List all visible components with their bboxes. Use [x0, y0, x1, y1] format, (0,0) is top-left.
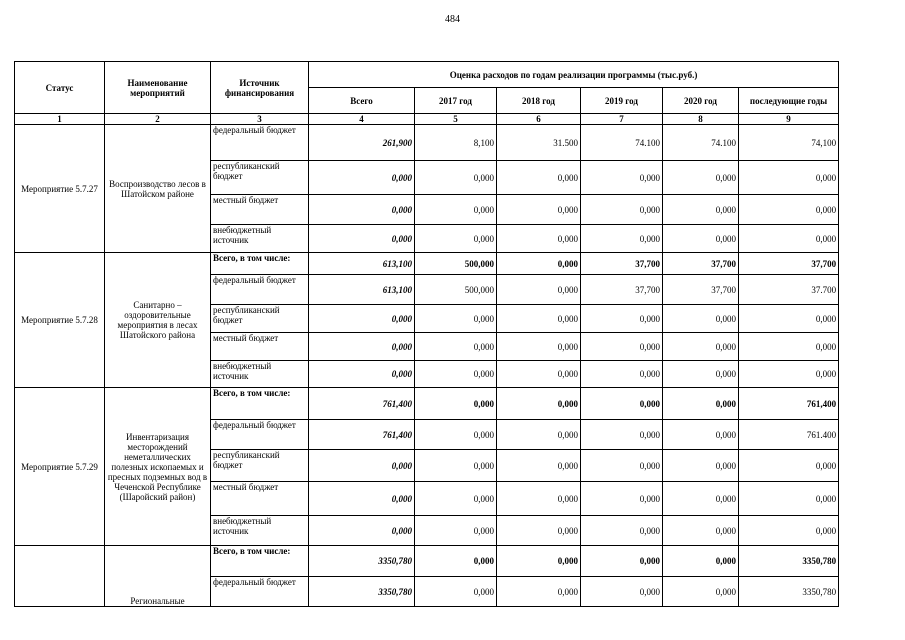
header-estimate: Оценка расходов по годам реализации программы (тыс.руб.)	[309, 62, 839, 88]
value-cell: 0,000	[663, 225, 739, 253]
value-cell: 0,000	[581, 333, 663, 361]
value-cell: 0,000	[739, 482, 839, 516]
source-cell: Всего, в том числе:	[211, 388, 309, 420]
value-cell: 0,000	[663, 546, 739, 577]
total-cell: 761,400	[309, 388, 415, 420]
value-cell: 0,000	[581, 450, 663, 482]
source-cell: внебюджетный источник	[211, 361, 309, 388]
activity-name-cell: Воспроизводство лесов в Шатойском районе	[105, 125, 211, 253]
total-cell: 613,100	[309, 253, 415, 275]
value-cell: 0,000	[497, 577, 581, 607]
col-num: 6	[497, 114, 581, 125]
header-status: Статус	[15, 62, 105, 114]
value-cell: 37,700	[663, 253, 739, 275]
value-cell: 0,000	[497, 161, 581, 195]
value-cell: 74,100	[739, 125, 839, 161]
total-cell: 0,000	[309, 333, 415, 361]
value-cell: 3350,780	[739, 577, 839, 607]
value-cell: 0,000	[581, 225, 663, 253]
value-cell: 500,000	[415, 275, 497, 305]
status-cell: Мероприятие 5.7.28	[15, 253, 105, 388]
value-cell: 37,700	[739, 253, 839, 275]
value-cell: 0,000	[497, 361, 581, 388]
status-cell: Мероприятие 5.7.29	[15, 388, 105, 546]
value-cell: 0,000	[497, 516, 581, 546]
value-cell: 37.700	[739, 275, 839, 305]
value-cell: 37,700	[581, 253, 663, 275]
total-cell: 3350,780	[309, 577, 415, 607]
value-cell: 0,000	[415, 577, 497, 607]
col-num: 1	[15, 114, 105, 125]
table-body	[15, 125, 839, 607]
activity-name-cell: Региональные	[105, 546, 211, 607]
value-cell: 0,000	[497, 275, 581, 305]
value-cell: 0,000	[497, 450, 581, 482]
value-cell: 8,100	[415, 125, 497, 161]
value-cell: 0,000	[739, 161, 839, 195]
col-num: 9	[739, 114, 839, 125]
source-cell: местный бюджет	[211, 482, 309, 516]
value-cell: 0,000	[739, 225, 839, 253]
value-cell: 0,000	[581, 361, 663, 388]
source-cell: внебюджетный источник	[211, 516, 309, 546]
value-cell: 0,000	[497, 305, 581, 333]
value-cell: 0,000	[415, 482, 497, 516]
value-cell: 37,700	[581, 275, 663, 305]
value-cell: 74.100	[581, 125, 663, 161]
value-cell: 0,000	[663, 482, 739, 516]
value-cell: 0,000	[581, 305, 663, 333]
col-num: 4	[309, 114, 415, 125]
value-cell: 0,000	[581, 195, 663, 225]
value-cell: 0,000	[415, 361, 497, 388]
header-later: последующие годы	[739, 88, 839, 114]
source-cell: местный бюджет	[211, 333, 309, 361]
total-cell: 0,000	[309, 225, 415, 253]
value-cell: 0,000	[663, 388, 739, 420]
value-cell: 0,000	[415, 195, 497, 225]
status-cell: Мероприятие 5.7.27	[15, 125, 105, 253]
header-2018: 2018 год	[497, 88, 581, 114]
source-cell: федеральный бюджет	[211, 125, 309, 161]
activity-name-cell: Санитарно – оздоровительные мероприятия в лесах Шатойского района	[105, 253, 211, 388]
value-cell: 74.100	[663, 125, 739, 161]
source-cell: федеральный бюджет	[211, 275, 309, 305]
header-total: Всего	[309, 88, 415, 114]
value-cell: 0,000	[497, 195, 581, 225]
source-cell: федеральный бюджет	[211, 577, 309, 607]
value-cell: 0,000	[415, 388, 497, 420]
value-cell: 0,000	[739, 516, 839, 546]
header-2020: 2020 год	[663, 88, 739, 114]
value-cell: 0,000	[663, 516, 739, 546]
column-numbers-row	[15, 114, 839, 125]
value-cell: 0,000	[581, 482, 663, 516]
source-cell: внебюджетный источник	[211, 225, 309, 253]
value-cell: 0,000	[739, 195, 839, 225]
total-cell: 0,000	[309, 482, 415, 516]
source-cell: республиканский бюджет	[211, 161, 309, 195]
value-cell: 500,000	[415, 253, 497, 275]
value-cell: 0,000	[663, 577, 739, 607]
total-cell: 761,400	[309, 420, 415, 450]
col-num: 5	[415, 114, 497, 125]
source-cell: Всего, в том числе:	[211, 546, 309, 577]
value-cell: 0,000	[581, 516, 663, 546]
total-cell: 0,000	[309, 195, 415, 225]
source-cell: Всего, в том числе:	[211, 253, 309, 275]
col-num: 3	[211, 114, 309, 125]
value-cell: 0,000	[497, 482, 581, 516]
value-cell: 0,000	[581, 161, 663, 195]
total-cell: 0,000	[309, 361, 415, 388]
value-cell: 0,000	[581, 577, 663, 607]
header-name: Наименование мероприятий	[105, 62, 211, 114]
value-cell: 0,000	[415, 225, 497, 253]
header-2019: 2019 год	[581, 88, 663, 114]
source-cell: республиканский бюджет	[211, 450, 309, 482]
value-cell: 0,000	[415, 516, 497, 546]
value-cell: 761,400	[739, 388, 839, 420]
table-row	[15, 546, 839, 577]
value-cell: 0,000	[739, 450, 839, 482]
value-cell: 0,000	[739, 333, 839, 361]
value-cell: 0,000	[663, 420, 739, 450]
total-cell: 3350,780	[309, 546, 415, 577]
col-num: 2	[105, 114, 211, 125]
value-cell: 0,000	[415, 161, 497, 195]
value-cell: 0,000	[663, 333, 739, 361]
value-cell: 0,000	[581, 420, 663, 450]
table-row	[15, 253, 839, 275]
total-cell: 613,100	[309, 275, 415, 305]
source-cell: местный бюджет	[211, 195, 309, 225]
source-cell: республиканский бюджет	[211, 305, 309, 333]
value-cell: 0,000	[497, 333, 581, 361]
value-cell: 0,000	[581, 388, 663, 420]
table-row	[15, 125, 839, 161]
value-cell: 37,700	[663, 275, 739, 305]
table-row	[15, 388, 839, 420]
header-2017: 2017 год	[415, 88, 497, 114]
header-source: Источник финансирования	[211, 62, 309, 114]
value-cell: 0,000	[663, 305, 739, 333]
value-cell: 0,000	[415, 450, 497, 482]
value-cell: 0,000	[497, 546, 581, 577]
activity-name-cell: Инвентаризация месторождений неметаллических полезных ископаемых и пресных подземных вод в Чеченской Республике (Шаройский район)	[105, 388, 211, 546]
source-cell: федеральный бюджет	[211, 420, 309, 450]
value-cell: 0,000	[663, 450, 739, 482]
value-cell: 0,000	[415, 333, 497, 361]
value-cell: 0,000	[497, 420, 581, 450]
total-cell: 261,900	[309, 125, 415, 161]
value-cell: 0,000	[663, 195, 739, 225]
value-cell: 0,000	[497, 225, 581, 253]
total-cell: 0,000	[309, 516, 415, 546]
col-num: 7	[581, 114, 663, 125]
total-cell: 0,000	[309, 161, 415, 195]
value-cell: 0,000	[739, 361, 839, 388]
value-cell: 31.500	[497, 125, 581, 161]
value-cell: 0,000	[497, 253, 581, 275]
value-cell: 0,000	[415, 420, 497, 450]
value-cell: 0,000	[581, 546, 663, 577]
value-cell: 0,000	[415, 546, 497, 577]
value-cell: 3350,780	[739, 546, 839, 577]
value-cell: 0,000	[739, 305, 839, 333]
total-cell: 0,000	[309, 450, 415, 482]
col-num: 8	[663, 114, 739, 125]
value-cell: 0,000	[497, 388, 581, 420]
value-cell: 761.400	[739, 420, 839, 450]
status-cell	[15, 546, 105, 607]
total-cell: 0,000	[309, 305, 415, 333]
budget-table	[14, 61, 839, 607]
value-cell: 0,000	[663, 361, 739, 388]
value-cell: 0,000	[415, 305, 497, 333]
page-number: 484	[445, 14, 460, 25]
value-cell: 0,000	[663, 161, 739, 195]
